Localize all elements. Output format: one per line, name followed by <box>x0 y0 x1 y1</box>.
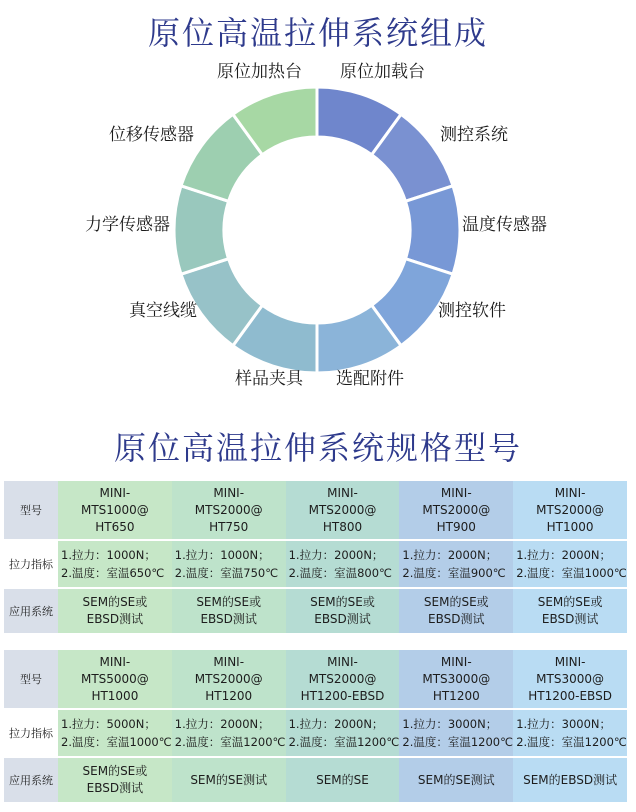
cell-line: SEM的SE或 <box>537 595 603 609</box>
cell-line: MTS3000@ <box>536 671 605 686</box>
spec-cell <box>399 710 513 758</box>
cell-line: 1.拉力：2000N； <box>288 717 384 731</box>
spec-cell <box>286 710 400 758</box>
cell-line: SEM的SE测试 <box>190 772 268 787</box>
application-cell <box>172 758 286 804</box>
row-header: 拉力指标 <box>4 541 58 589</box>
cell-line: EBSD测试 <box>541 612 599 626</box>
cell-line: SEM的SE或 <box>82 595 148 609</box>
application-cell <box>58 589 172 635</box>
cell-line: MTS2000@ <box>194 671 263 686</box>
cell-line: HT800 <box>322 519 363 534</box>
cell-line: HT1000 <box>91 688 139 703</box>
cell-line: HT750 <box>209 519 249 534</box>
cell-line: 2.温度：室温800℃ <box>288 566 392 580</box>
spec-cell <box>58 710 172 758</box>
application-row <box>4 758 627 804</box>
application-cell <box>58 758 172 804</box>
model-cell <box>399 650 513 710</box>
models-title: 原位高温拉伸系统规格型号 <box>113 429 522 467</box>
model-cell <box>513 650 627 710</box>
cell-line: 2.温度：室温1000℃ <box>61 735 172 749</box>
cell-line: SEM的SE或 <box>196 595 262 609</box>
model-table-1 <box>4 481 627 635</box>
ring-segment-label: 位移传感器 <box>109 125 194 145</box>
model-row <box>4 650 627 710</box>
cell-line: EBSD测试 <box>200 612 257 626</box>
spec-row <box>4 541 627 589</box>
ring-segment-label: 原位加热台 <box>217 62 302 82</box>
spec-cell <box>172 541 286 589</box>
ring-segment-label: 测控软件 <box>438 301 506 321</box>
cell-line: MINI- <box>213 654 245 669</box>
cell-line: 2.温度：室温1200℃ <box>288 735 400 749</box>
cell-line: EBSD测试 <box>428 612 485 626</box>
cell-line: 1.拉力：2000N； <box>288 548 384 562</box>
ring-segment-label: 样品夹具 <box>235 369 303 389</box>
model-table-2 <box>4 650 627 804</box>
cell-line: SEM的SE <box>316 772 369 787</box>
cell-line: HT1200 <box>432 688 480 703</box>
cell-line: MINI- <box>440 485 472 500</box>
application-cell <box>172 589 286 635</box>
ring-segment-label: 力学传感器 <box>85 215 170 235</box>
row-header: 应用系统 <box>4 589 58 635</box>
cell-line: MTS2000@ <box>194 502 263 517</box>
cell-line: HT1200-EBSD <box>300 688 385 703</box>
cell-line: 1.拉力：1000N； <box>174 548 270 562</box>
cell-line: SEM的SE或 <box>423 595 489 609</box>
row-header: 拉力指标 <box>4 710 58 758</box>
ring-segment-label: 原位加载台 <box>340 62 425 82</box>
model-cell <box>58 650 172 710</box>
cell-line: 1.拉力：3000N； <box>402 717 498 731</box>
ring-segment-label: 选配附件 <box>336 369 404 389</box>
cell-line: EBSD测试 <box>86 781 144 795</box>
cell-line: SEM的SE测试 <box>417 772 495 787</box>
row-header: 型号 <box>4 650 58 710</box>
cell-line: 2.温度：室温1200℃ <box>174 735 286 749</box>
composition-title: 原位高温拉伸系统组成 <box>147 14 488 52</box>
spec-row <box>4 710 627 758</box>
cell-line: HT1200-EBSD <box>528 688 612 703</box>
application-row <box>4 589 627 635</box>
cell-line: MINI- <box>327 485 358 500</box>
cell-line: HT650 <box>95 519 135 534</box>
spec-cell <box>513 541 627 589</box>
cell-line: MINI- <box>440 654 472 669</box>
cell-line: MTS3000@ <box>422 671 491 686</box>
cell-line: SEM的SE或 <box>310 595 375 609</box>
model-cell <box>286 481 400 541</box>
model-cell <box>58 481 172 541</box>
cell-line: 2.温度：室温750℃ <box>174 566 279 580</box>
cell-line: MINI- <box>99 485 131 500</box>
cell-line: MINI- <box>327 654 358 669</box>
cell-line: EBSD测试 <box>86 612 144 626</box>
cell-line: 1.拉力：1000N； <box>61 548 156 562</box>
cell-line: SEM的SE或 <box>82 764 148 778</box>
application-cell <box>399 758 513 804</box>
cell-line: HT900 <box>436 519 476 534</box>
spec-cell <box>286 541 400 589</box>
spec-cell <box>513 710 627 758</box>
cell-line: MINI- <box>213 485 245 500</box>
cell-line: 2.温度：室温1000℃ <box>516 566 627 580</box>
cell-line: MINI- <box>554 654 586 669</box>
ring-segment-label: 真空线缆 <box>129 301 197 321</box>
ring-segment-label: 温度传感器 <box>462 215 547 235</box>
model-cell <box>172 650 286 710</box>
cell-line: MTS2000@ <box>308 502 377 517</box>
application-cell <box>286 758 400 804</box>
cell-line: 1.拉力：2000N； <box>402 548 498 562</box>
cell-line: MTS2000@ <box>422 502 491 517</box>
cell-line: 1.拉力：5000N； <box>61 717 156 731</box>
cell-line: SEM的EBSD测试 <box>523 772 618 787</box>
spec-cell <box>172 710 286 758</box>
model-cell <box>399 481 513 541</box>
cell-line: 2.温度：室温1200℃ <box>516 735 627 749</box>
row-header: 型号 <box>4 481 58 541</box>
cell-line: 2.温度：室温900℃ <box>402 566 506 580</box>
cell-line: MINI- <box>99 654 131 669</box>
cell-line: EBSD测试 <box>314 612 371 626</box>
model-cell <box>172 481 286 541</box>
cell-line: MTS1000@ <box>80 502 149 517</box>
application-cell <box>399 589 513 635</box>
cell-line: MTS2000@ <box>536 502 605 517</box>
cell-line: MTS2000@ <box>308 671 377 686</box>
cell-line: 1.拉力：2000N； <box>516 548 612 562</box>
row-header: 应用系统 <box>4 758 58 804</box>
spec-cell <box>58 541 172 589</box>
cell-line: 2.温度：室温1200℃ <box>402 735 514 749</box>
cell-line: HT1000 <box>546 519 594 534</box>
cell-line: 2.温度：室温650℃ <box>61 566 165 580</box>
cell-line: MINI- <box>554 485 586 500</box>
ring-segment-label: 测控系统 <box>440 125 508 145</box>
cell-line: 1.拉力：3000N； <box>516 717 612 731</box>
cell-line: MTS5000@ <box>80 671 149 686</box>
cell-line: 1.拉力：2000N； <box>174 717 270 731</box>
cell-line: HT1200 <box>205 688 253 703</box>
application-cell <box>513 589 627 635</box>
application-cell <box>286 589 400 635</box>
application-cell <box>513 758 627 804</box>
spec-cell <box>399 541 513 589</box>
model-cell <box>513 481 627 541</box>
model-row <box>4 481 627 541</box>
model-cell <box>286 650 400 710</box>
